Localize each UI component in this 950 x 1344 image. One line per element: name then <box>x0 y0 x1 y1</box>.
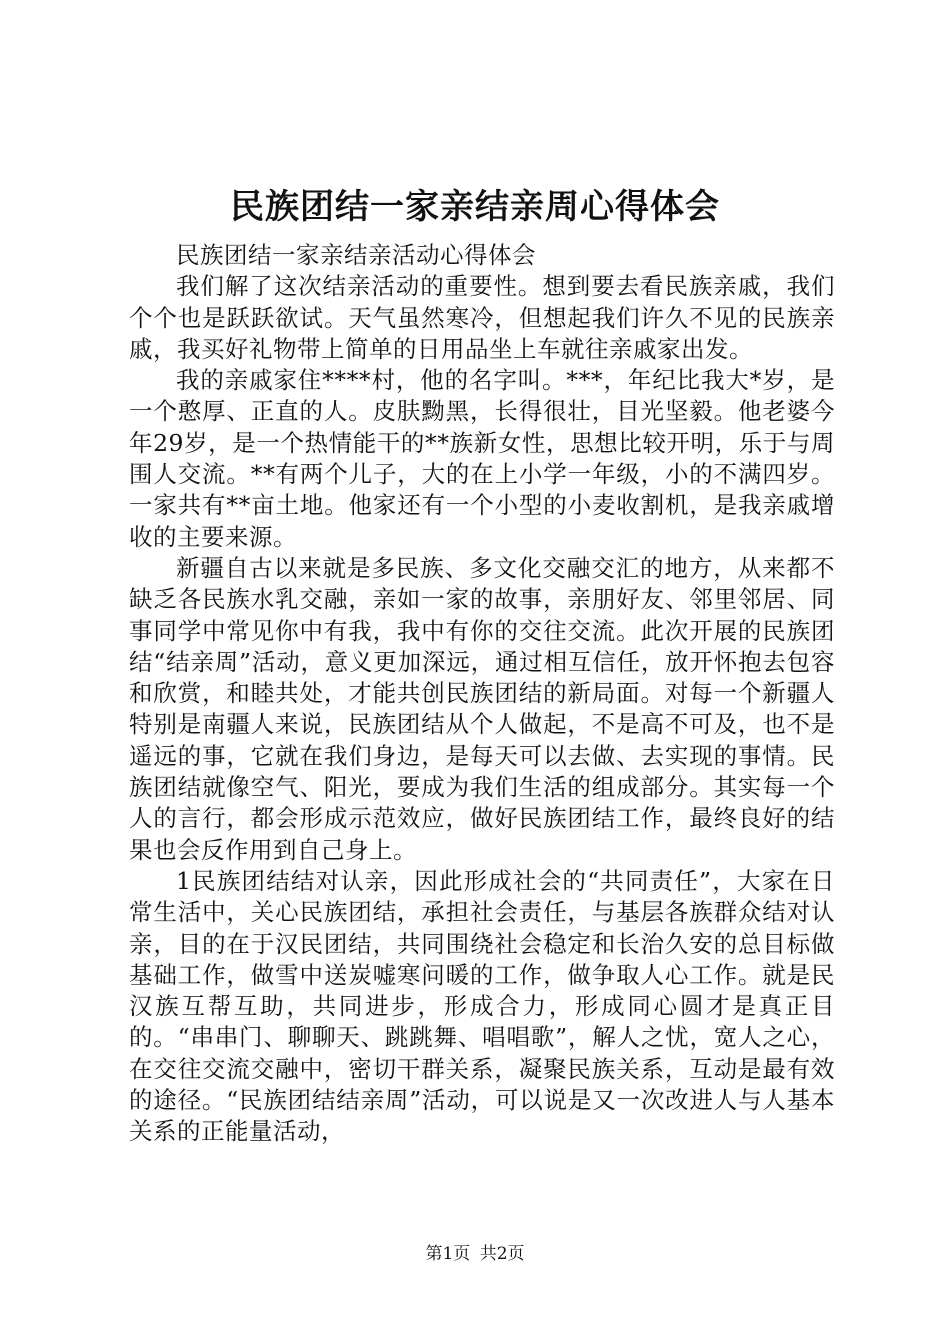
page-number-current: 第1页 <box>425 1244 471 1264</box>
paragraph: 我们解了这次结亲活动的重要性。想到要去看民族亲戚，我们个个也是跃跃欲试。天气虽然寒冷，但想起我们许久不见的民族亲戚，我买好礼物带上简单的日用品坐上车就往亲戚家出发。 <box>129 272 835 363</box>
document-body <box>129 240 835 1148</box>
paragraph-subtitle: 民族团结一家亲结亲活动心得体会 <box>176 241 536 269</box>
document-title: 民族团结一家亲结亲周心得体会 <box>230 187 720 227</box>
paragraph: 我的亲戚家住****村，他的名字叫。***，年纪比我大*岁，是一个憨厚、正直的人。皮肤黝黑，长得很壮，目光坚毅。他老婆今年29岁，是一个热情能干的**族新女性，思想比较开明，乐于与周围人交流。**有两个儿子，大的在上小学一年级，小的不满四岁。一家共有**亩土地。他家还有一个小型的小麦收割机，是我亲戚增收的主要来源。 <box>129 366 835 551</box>
page-number-total: 共2页 <box>479 1244 525 1264</box>
paragraph: 新疆自古以来就是多民族、多文化交融交汇的地方，从来都不缺乏各民族水乳交融，亲如一家的故事，亲朋好友、邻里邻居、同事同学中常见你中有我，我中有你的交往交流。此次开展的民族团结“结亲周”活动，意义更加深远，通过相互信任，放开怀抱去包容和欣赏，和睦共处，才能共创民族团结的新局面。对每一个新疆人特别是南疆人来说，民族团结从个人做起，不是高不可及，也不是遥远的事，它就在我们身边，是每天可以去做、去实现的事情。民族团结就像空气、阳光，要成为我们生活的组成部分。其实每一个人的言行，都会形成示范效应，做好民族团结工作，最终良好的结果也会反作用到自己身上。 <box>129 553 835 864</box>
page-footer <box>0 1242 950 1266</box>
paragraph: 1民族团结结对认亲，因此形成社会的“共同责任”，大家在日常生活中，关心民族团结，承担社会责任，与基层各族群众结对认亲，目的在于汉民团结，共同围绕社会稳定和长治久安的总目标做基础工作，做雪中送炭嘘寒问暖的工作，做争取人心工作。就是民汉族互帮互助，共同进步，形成合力，形成同心圆才是真正目的。“串串门、聊聊天、跳跳舞、唱唱歌”，解人之忧，宽人之心，在交往交流交融中，密切干群关系，凝聚民族关系，互动是最有效的途径。“民族团结结亲周”活动，可以说是又一次改进人与人基本关系的正能量活动， <box>129 866 835 1146</box>
